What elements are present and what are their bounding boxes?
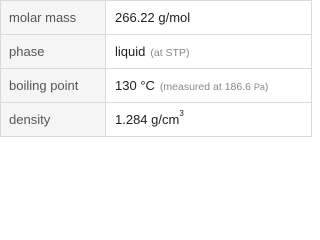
molar-mass-label: molar mass xyxy=(1,1,106,35)
phase-value: liquid xyxy=(115,44,146,59)
density-label: density xyxy=(1,103,106,137)
density-unit-base: g/cm xyxy=(151,112,180,127)
boiling-point-label: boiling point xyxy=(1,69,106,103)
phase-label: phase xyxy=(1,35,106,69)
molar-mass-value: 266.22 xyxy=(115,10,155,25)
density-value: 1.284 xyxy=(115,112,148,127)
boiling-point-unit: °C xyxy=(140,78,155,93)
density-unit-exponent: 3 xyxy=(179,109,184,118)
boiling-point-cell xyxy=(106,69,312,103)
boiling-point-note-prefix: (measured at 186.6 xyxy=(159,81,251,93)
boiling-point-note-unit: Pa xyxy=(253,82,265,92)
boiling-point-value: 130 xyxy=(115,78,137,93)
table-row-boiling-point xyxy=(1,69,312,103)
molar-mass-cell xyxy=(106,1,312,35)
density-unit xyxy=(151,109,184,127)
table-row-density xyxy=(1,103,312,137)
molar-mass-unit: g/mol xyxy=(158,10,191,25)
boiling-point-note xyxy=(160,81,269,93)
table-row-phase xyxy=(1,35,312,69)
phase-note: (at STP) xyxy=(150,47,190,59)
phase-cell xyxy=(106,35,312,69)
table-row-molar-mass xyxy=(1,1,312,35)
boiling-point-note-suffix: ) xyxy=(264,81,269,93)
density-cell xyxy=(106,103,312,137)
